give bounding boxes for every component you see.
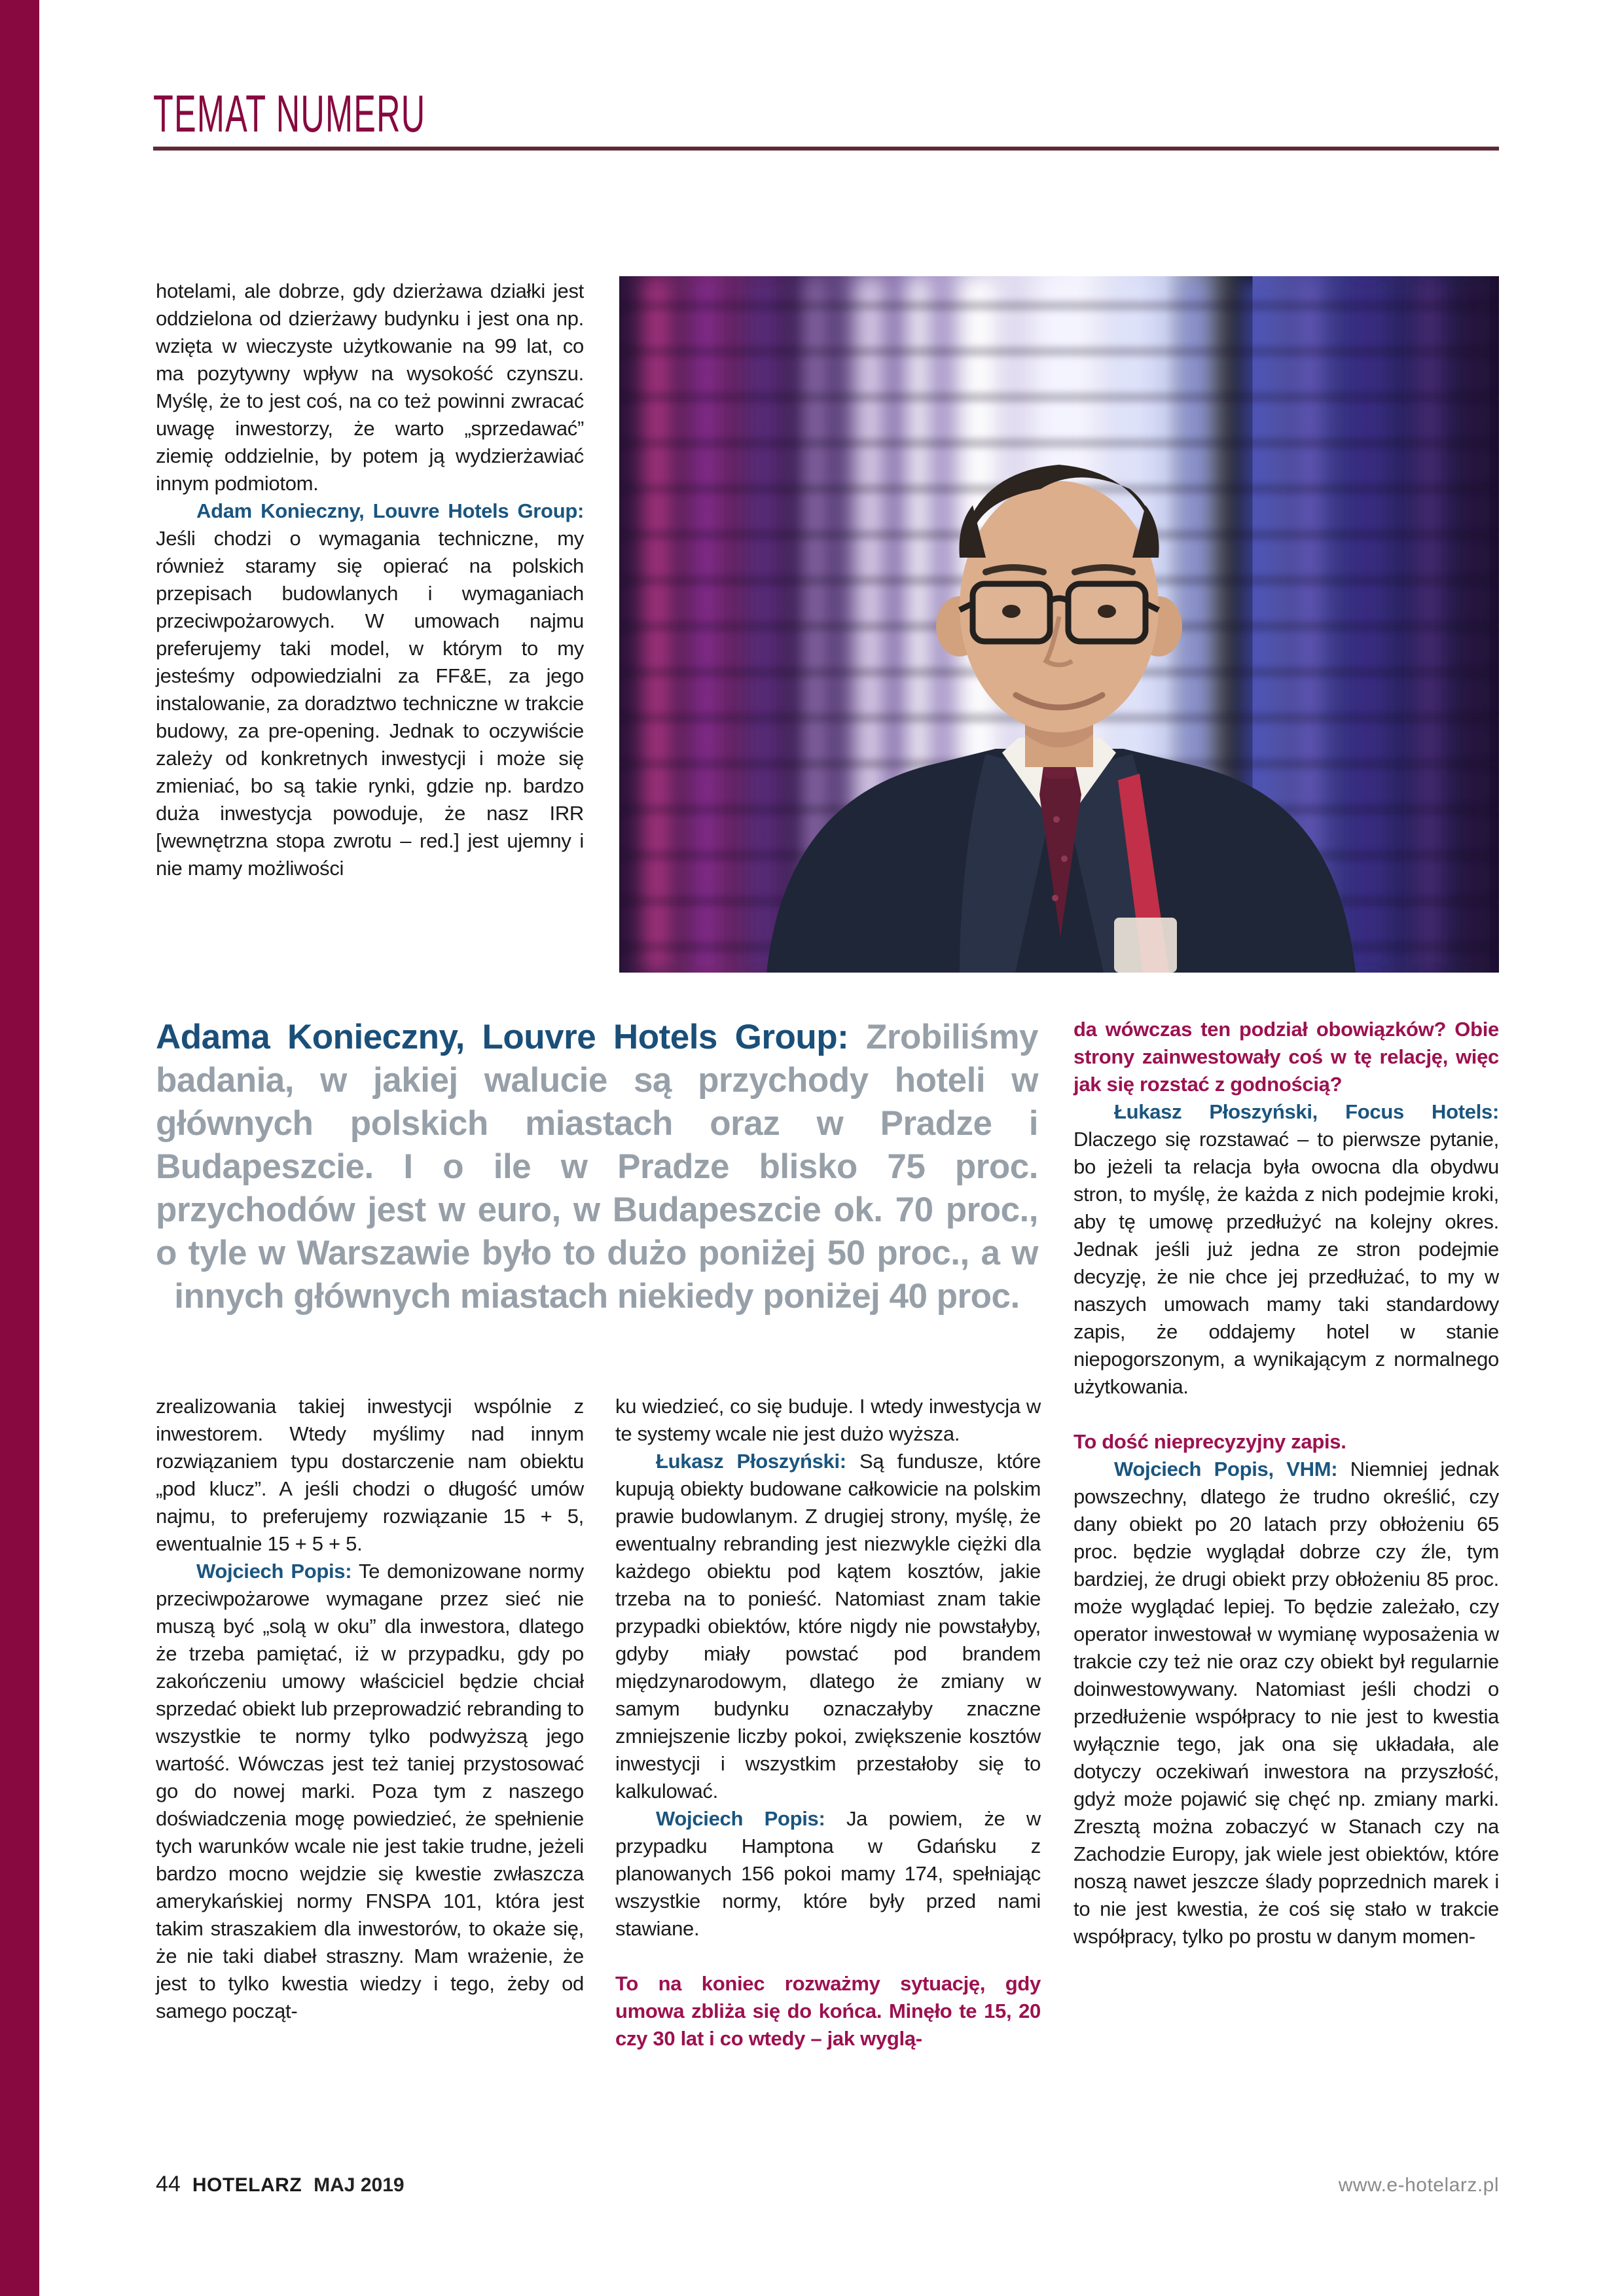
speaker-name: Łukasz Płoszyński, Focus Hotels:	[1114, 1100, 1499, 1123]
question-text: To na koniec rozważmy sytuację, gdy umowa zbliża się do końca. Minęło te 15, 20 czy 30 lat i co wtedy – jak wyglą-	[615, 1972, 1041, 2050]
body-paragraph	[615, 1805, 1041, 1943]
masthead-rule	[153, 147, 1499, 151]
paragraph-text: Te demonizowane normy przeciwpożarowe wymagane przez sieć nie muszą być „solą w oku” dla inwestora, dlatego że trzeba pamiętać, iż w przypadku, gdy po zakończeniu umowy właściciel będzie chciał sprzedać obiekt lub przeprowadzić rebranding to wszystkie te normy tylko podwyższą jego wartość. Wówczas jest też taniej przystosować go do nowej marki. Poza tym z naszego doświadczenia mogę powiedzieć, że spełnienie tych warunków wcale nie jest takie trudne, jeżeli bardzo mocno wejdzie się kwestie zwłaszcza amerykańskiej normy FNSPA 101, która jest takim straszakiem dla inwestorów, to okaże się, że nie taki diabeł straszny. Mam wrażenie, że jest to tylko kwestia wiedzy i tego, żeby od samego począt-	[156, 1560, 584, 2022]
interviewer-question	[615, 1970, 1041, 2053]
paragraph-text: zrealizowania takiej inwestycji wspólnie z inwestorem. Wtedy myślimy nad innym rozwiązaniem typu dostarczenie nam obiektu „pod klucz”. A jeśli chodzi o długość umów najmu, to preferujemy rozwiązanie 15 + 5, ewentualnie 15 + 5 + 5.	[156, 1395, 584, 1555]
body-paragraph	[156, 1558, 584, 2025]
body-paragraph	[156, 1393, 584, 1558]
paragraph-spacer	[1074, 1401, 1499, 1428]
body-paragraph	[1074, 1456, 1499, 1950]
section-masthead: TEMAT NUMERU	[153, 84, 426, 143]
body-paragraph	[615, 1393, 1041, 1448]
speaker-name: Wojciech Popis:	[196, 1560, 352, 1583]
paragraph-text: hotelami, ale dobrze, gdy dzierżawa działki jest oddzielona od dzierżawy budynku i jest ona np. wzięta w wieczyste użytkowanie na 99 lat, co ma pozytywny wpływ na wysokość czynszu. Myślę, że to jest coś, na co też powinni zwracać uwagę inwestorzy, że warto „sprzedawać” ziemię oddzielnie, by potem ją wydzierżawiać innym podmiotom.	[156, 279, 584, 495]
body-paragraph	[615, 1448, 1041, 1805]
paragraph-text: Są fundusze, które kupują obiekty budowane całkowicie na polskim prawie budowlanym. Z drugiej strony, myślę, że ewentualny rebranding jest niezwykle ciężki dla każdego obiektu pod kątem kosztów, jakie trzeba na to ponieść. Natomiast znam takie przypadki obiektów, które nigdy nie powstałyby, gdyby miały powstać pod brandem międzynarodowym, dlatego że zmiany w samym budynku oznaczałyby znaczne zmniejszenie liczby pokoi, zwiększenie kosztów inwestycji i wszystkim przestałoby się to kalkulować.	[615, 1450, 1041, 1803]
question-text: To dość nieprecyzyjny zapis.	[1074, 1430, 1346, 1453]
bottom-column-2	[615, 1393, 1041, 2053]
paragraph-text: Ja powiem, że w przypadku Hamptona w Gdańsku z planowanych 156 pokoi mamy 174, spełniając wszystkie normy, które były przed nami stawiane.	[615, 1807, 1041, 1940]
paragraph-text: Jeśli chodzi o wymagania techniczne, my również staramy się opierać na polskich przepisach budowlanych i wymaganiach przeciwpożarowych. W umowach najmu preferujemy taki model, w którym to my jesteśmy odpowiedzialni za FF&E, za jego instalowanie, za doradztwo techniczne w trakcie budowy, za pre-opening. Jednak to oczywiście zależy od konkretnych inwestycji i może się zmieniać, bo są takie rynki, gdzie np. bardzo duża inwestycja powoduje, że nasz IRR [wewnętrzna stopa zwrotu – red.] jest ujemny i nie mamy możliwości	[156, 527, 584, 880]
footer-left	[156, 2172, 405, 2197]
page-footer	[156, 2172, 1499, 2197]
right-column	[1074, 1016, 1499, 1950]
question-text: da wówczas ten podział obowiązków? Obie strony zainwestowały coś w tę relację, więc jak się rozstać z godnością?	[1074, 1018, 1499, 1096]
bottom-column-1	[156, 1393, 584, 2025]
magazine-website: www.e-hotelarz.pl	[1338, 2174, 1499, 2196]
pull-quote	[156, 1016, 1038, 1318]
speaker-name: Wojciech Popis:	[656, 1807, 825, 1830]
paragraph-text: ku wiedzieć, co się buduje. I wtedy inwestycja w te systemy wcale nie jest dużo wyższa.	[615, 1395, 1041, 1445]
interviewer-question	[1074, 1016, 1499, 1098]
paragraph-spacer	[615, 1943, 1041, 1970]
speaker-name: Wojciech Popis, VHM:	[1114, 1458, 1338, 1480]
body-paragraph	[156, 497, 584, 882]
body-paragraph	[156, 278, 584, 497]
left-edge-accent-bar	[0, 0, 39, 2296]
speaker-name: Łukasz Płoszyński:	[656, 1450, 846, 1473]
interviewer-question	[1074, 1428, 1499, 1456]
pull-quote-attribution: Adama Konieczny, Louvre Hotels Group:	[156, 1018, 849, 1056]
portrait-photo-illustration	[619, 276, 1499, 973]
body-paragraph	[1074, 1098, 1499, 1401]
portrait-photo	[619, 276, 1499, 973]
pull-quote-text: Zrobiliśmy badania, w jakiej walucie są przychody hoteli w głównych polskich miastach oraz w Pradze i Budapeszcie. I o ile w Pradze blisko 75 proc. przychodów jest w euro, w Budapeszcie ok. 70 proc., o tyle w Warszawie było to dużo poniżej 50 proc., a w innych głównych miastach niekiedy poniżej 40 proc.	[156, 1018, 1038, 1316]
paragraph-text: Dlaczego się rozstawać – to pierwsze pytanie, bo jeżeli ta relacja była owocna dla obydwu stron, to myślę, że każda z nich podejmie kroki, aby tę umowę przedłużyć na kolejny okres. Jednak jeśli już jedna ze stron podejmie decyzję, że nie chce jej przedłużać, to my w naszych umowach mamy taki standardowy zapis, że oddajemy hotel w stanie niepogorszonym, a wynikającym z normalnego użytkowania.	[1074, 1128, 1499, 1398]
upper-left-column	[156, 278, 584, 882]
magazine-issue: MAJ 2019	[314, 2174, 405, 2196]
speaker-name: Adam Konieczny, Louvre Hotels Group:	[196, 499, 584, 522]
paragraph-text: Niemniej jednak powszechny, dlatego że trudno określić, czy dany obiekt po 20 latach przy obłożeniu 65 proc. będzie wyglądał dobrze czy źle, tym bardziej, że drugi obiekt przy obłożeniu 85 proc. może wyglądać lepiej. To będzie zależało, czy operator inwestował w wymianę wyposażenia w trakcie czy też nie oraz czy obiekt był regularnie doinwestowywany. Natomiast jeśli chodzi o przedłużenie współpracy to nie jest to kwestia wyłącznie tego, jak ona się układała, ale dotyczy oczekiwań inwestora na przyszłość, gdyż może pojawić się chęć np. zmiany marki. Zresztą można zobaczyć w Stanach czy na Zachodzie Europy, jak wiele jest obiektów, które noszą nawet jeszcze ślady poprzednich marek i to nie jest kwestia, że coś się stało w trakcie współpracy, tylko po prostu w danym momen-	[1074, 1458, 1499, 1948]
magazine-name: HOTELARZ	[192, 2174, 302, 2196]
page-number: 44	[156, 2172, 181, 2197]
